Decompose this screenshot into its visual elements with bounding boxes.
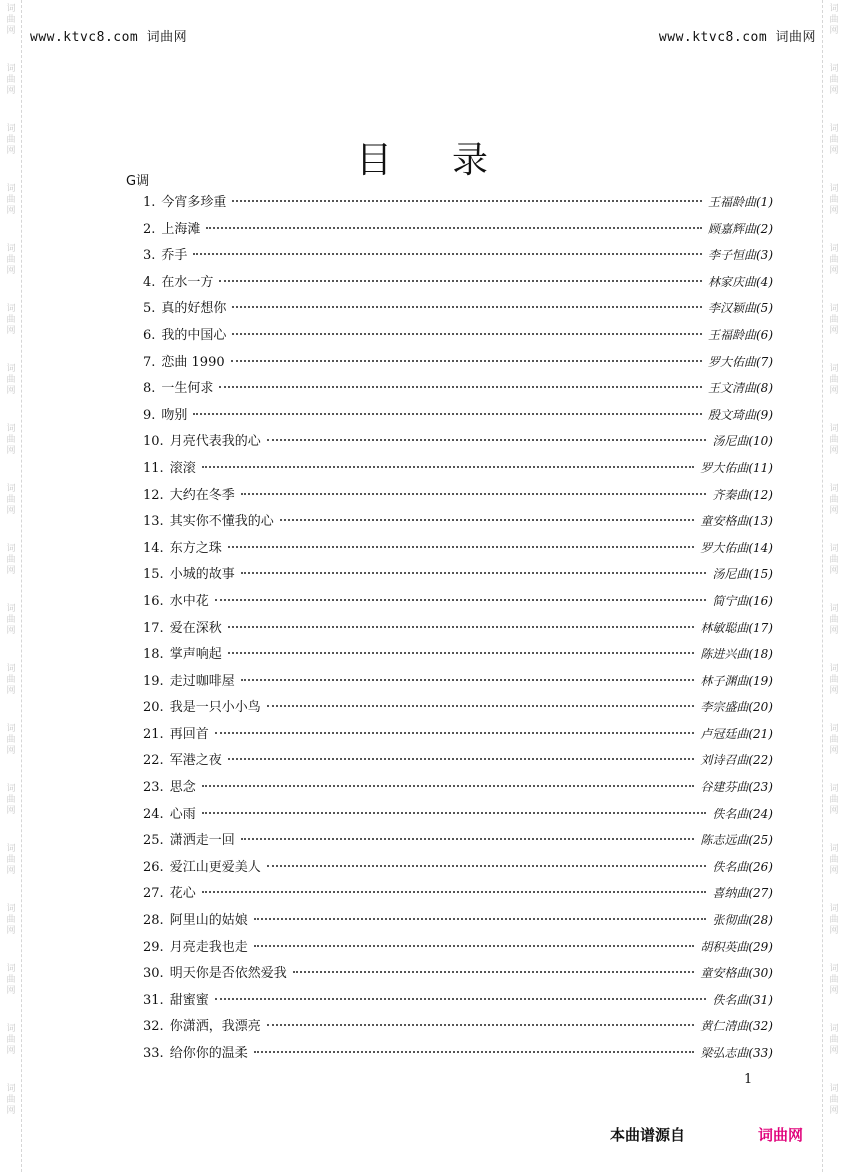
toc-entry-composer: 刘诗召曲(22) — [700, 753, 773, 768]
margin-watermark: 词 曲 网 — [6, 784, 16, 816]
toc-entry-composer: 张彻曲(28) — [712, 913, 773, 928]
toc-entry-number: 16. — [143, 593, 164, 609]
margin-watermark: 词 曲 网 — [6, 184, 16, 216]
toc-entry-composer: 谷建芬曲(23) — [700, 780, 773, 795]
toc-entry[interactable] — [143, 617, 773, 644]
toc-entry-composer: 齐秦曲(12) — [712, 487, 773, 502]
toc-entry-number: 2. — [143, 221, 156, 237]
toc-entry[interactable] — [143, 404, 773, 431]
margin-watermark: 词 曲 网 — [6, 424, 16, 456]
toc-leader-dots — [215, 998, 707, 1000]
toc-entry-composer: 黄仁清曲(32) — [700, 1019, 773, 1034]
toc-leader-dots — [219, 386, 702, 388]
toc-leader-dots — [241, 838, 695, 840]
toc-entry-title: 东方之珠 — [169, 540, 222, 556]
toc-entry-number: 25. — [143, 833, 164, 849]
toc-entry[interactable] — [143, 829, 773, 856]
toc-leader-dots — [254, 918, 707, 920]
toc-entry-title: 花心 — [169, 886, 196, 902]
toc-entry[interactable] — [143, 696, 773, 723]
toc-entry-composer: 佚名曲(26) — [712, 859, 773, 874]
margin-watermark: 词 曲 网 — [829, 664, 839, 696]
margin-watermark: 词 曲 网 — [829, 604, 839, 636]
toc-entry-number: 33. — [143, 1046, 164, 1061]
margin-watermark: 词 曲 网 — [6, 964, 16, 996]
toc-entry-number: 12. — [143, 487, 164, 503]
toc-entry-title: 月亮代表我的心 — [169, 434, 261, 450]
toc-entry-title: 潇洒走一回 — [169, 833, 235, 849]
toc-entry[interactable] — [143, 909, 773, 936]
toc-entry-number: 11. — [143, 460, 164, 476]
toc-entry-number: 3. — [143, 248, 156, 264]
toc-entry[interactable] — [143, 643, 773, 670]
toc-entry[interactable] — [143, 856, 773, 883]
toc-leader-dots — [228, 546, 695, 548]
toc-leader-dots — [280, 519, 695, 521]
toc-entry-number: 10. — [143, 434, 164, 450]
toc-entry-number: 32. — [143, 1019, 164, 1035]
toc-entry-composer: 李宗盛曲(20) — [700, 700, 773, 715]
toc-leader-dots — [215, 732, 695, 734]
toc-leader-dots — [267, 865, 707, 867]
toc-entry-title: 我是一只小小鸟 — [169, 700, 261, 716]
toc-entry-title: 乔手 — [161, 248, 188, 264]
toc-entry-number: 13. — [143, 514, 164, 530]
toc-entry-title: 其实你不懂我的心 — [169, 514, 274, 530]
margin-watermark: 词 曲 网 — [829, 1084, 839, 1116]
toc-entry-number: 8. — [143, 381, 156, 397]
toc-entry-number: 30. — [143, 966, 164, 982]
page-title: 目录 — [355, 140, 548, 181]
toc-entry-composer: 林敏聪曲(17) — [700, 620, 773, 635]
toc-entry[interactable] — [143, 537, 773, 564]
toc-entry-number: 23. — [143, 780, 164, 796]
toc-entry-number: 19. — [143, 673, 164, 689]
margin-watermark: 词 曲 网 — [6, 304, 16, 336]
margin-watermark: 词 曲 网 — [829, 184, 839, 216]
margin-watermark: 词 曲 网 — [6, 4, 16, 36]
toc-entry[interactable] — [143, 749, 773, 776]
toc-entry-title: 阿里山的姑娘 — [169, 913, 248, 929]
page-number: 1 — [744, 1072, 753, 1087]
toc-leader-dots — [254, 945, 695, 947]
toc-entry[interactable] — [143, 962, 773, 989]
toc-entry-number: 24. — [143, 806, 164, 822]
toc-entry-title: 爱江山更爱美人 — [169, 859, 261, 875]
toc-entry-number: 28. — [143, 913, 164, 929]
toc-leader-dots — [228, 758, 695, 760]
toc-entry-title: 恋曲 1990 — [161, 354, 225, 370]
toc-leader-dots — [202, 891, 707, 893]
toc-leader-dots — [231, 360, 702, 362]
toc-entry[interactable] — [143, 297, 773, 324]
toc-leader-dots — [267, 1024, 695, 1026]
margin-watermark: 词 曲 网 — [829, 844, 839, 876]
toc-entry-title: 一生何求 — [161, 381, 214, 397]
toc-entry[interactable] — [143, 457, 773, 484]
toc-entry[interactable] — [143, 324, 773, 351]
toc-leader-dots — [232, 333, 702, 335]
margin-watermark: 词 曲 网 — [829, 544, 839, 576]
toc-entry-title: 水中花 — [169, 593, 209, 609]
toc-entry[interactable] — [143, 244, 773, 271]
toc-entry-composer: 王福龄曲(1) — [708, 195, 773, 209]
toc-entry[interactable] — [143, 1015, 773, 1042]
toc-entry-title: 甜蜜蜜 — [169, 992, 209, 1008]
toc-leader-dots — [202, 466, 695, 468]
toc-entry[interactable] — [143, 351, 773, 378]
toc-entry[interactable] — [143, 1042, 773, 1069]
toc-entry-composer: 罗大佑曲(7) — [708, 354, 773, 369]
footer-brand-link[interactable]: 词曲网 — [758, 1126, 804, 1144]
margin-watermark: 词 曲 网 — [829, 64, 839, 96]
toc-leader-dots — [232, 200, 702, 202]
toc-entry[interactable] — [143, 882, 773, 909]
toc-entry-number: 14. — [143, 540, 164, 556]
toc-entry-number: 18. — [143, 647, 164, 663]
toc-entry-composer: 顾嘉辉曲(2) — [708, 221, 773, 236]
toc-entry-title: 今宵多珍重 — [161, 195, 227, 210]
header-url-right[interactable]: www.ktvc8.com 词曲网 — [658, 30, 816, 45]
toc-entry-number: 21. — [143, 726, 164, 742]
toc-entry[interactable] — [143, 936, 773, 963]
toc-leader-dots — [219, 280, 702, 282]
toc-leader-dots — [228, 626, 695, 628]
toc-entry-title: 你潇洒，我漂亮 — [169, 1019, 261, 1035]
toc-leader-dots — [241, 572, 707, 574]
toc-entry-composer: 王文清曲(8) — [708, 381, 773, 396]
toc-entry-composer: 梁弘志曲(33) — [700, 1046, 773, 1060]
margin-watermark: 词 曲 网 — [829, 484, 839, 516]
toc-entry-composer: 陈志远曲(25) — [700, 833, 773, 848]
toc-entry-title: 我的中国心 — [161, 327, 227, 343]
margin-watermark: 词 曲 网 — [6, 244, 16, 276]
toc-entry-number: 15. — [143, 567, 164, 583]
margin-watermark: 词 曲 网 — [6, 1024, 16, 1056]
section-label-key: G调 — [126, 174, 150, 189]
margin-watermark: 词 曲 网 — [829, 424, 839, 456]
toc-entry-title: 掌声响起 — [169, 647, 222, 663]
toc-entry-composer: 陈进兴曲(18) — [700, 647, 773, 662]
toc-entry-number: 22. — [143, 753, 164, 769]
margin-watermark: 词 曲 网 — [829, 964, 839, 996]
margin-watermark: 词 曲 网 — [6, 364, 16, 396]
toc-leader-dots — [215, 599, 707, 601]
margin-watermark: 词 曲 网 — [6, 664, 16, 696]
toc-entry-composer: 林子渊曲(19) — [700, 673, 773, 688]
toc-leader-dots — [193, 253, 702, 255]
toc-entry-composer: 童安格曲(30) — [700, 966, 773, 981]
toc-entry[interactable] — [143, 510, 773, 537]
toc-leader-dots — [267, 705, 695, 707]
toc-entry-title: 上海滩 — [161, 221, 201, 237]
toc-leader-dots — [193, 413, 702, 415]
toc-entry-title: 在水一方 — [161, 274, 214, 290]
margin-watermark: 词 曲 网 — [829, 304, 839, 336]
margin-watermark: 词 曲 网 — [829, 784, 839, 816]
toc-entry-number: 20. — [143, 700, 164, 716]
margin-watermark: 词 曲 网 — [6, 724, 16, 756]
toc-entry-composer: 汤尼曲(15) — [712, 567, 773, 582]
toc-leader-dots — [293, 971, 695, 973]
margin-watermark: 词 曲 网 — [6, 64, 16, 96]
toc-entry-number: 9. — [143, 407, 156, 423]
margin-watermark: 词 曲 网 — [829, 244, 839, 276]
toc-entry[interactable] — [143, 271, 773, 298]
toc-entry-title: 月亮走我也走 — [169, 939, 248, 955]
toc-entry[interactable] — [143, 191, 773, 218]
toc-entry-title: 思念 — [169, 780, 196, 796]
toc-entry[interactable] — [143, 803, 773, 830]
toc-entry-title: 大约在冬季 — [169, 487, 235, 503]
toc-leader-dots — [228, 652, 695, 654]
toc-leader-dots — [206, 227, 702, 229]
margin-watermark: 词 曲 网 — [829, 904, 839, 936]
toc-entry-composer: 佚名曲(24) — [712, 806, 773, 821]
toc-leader-dots — [232, 306, 702, 308]
toc-entry-title: 心雨 — [169, 806, 196, 822]
table-of-contents — [143, 191, 773, 1069]
margin-watermark: 词 曲 网 — [829, 364, 839, 396]
toc-leader-dots — [202, 812, 707, 814]
toc-entry[interactable] — [143, 723, 773, 750]
margin-watermark: 词 曲 网 — [6, 484, 16, 516]
toc-leader-dots — [202, 785, 695, 787]
toc-entry-composer: 殷文琦曲(9) — [708, 407, 773, 422]
toc-entry-number: 29. — [143, 939, 164, 955]
toc-entry-number: 6. — [143, 327, 156, 343]
toc-entry[interactable] — [143, 590, 773, 617]
toc-entry[interactable] — [143, 218, 773, 245]
margin-watermark: 词 曲 网 — [6, 544, 16, 576]
toc-entry-title: 小城的故事 — [169, 567, 235, 583]
toc-leader-dots — [241, 679, 695, 681]
toc-entry-composer: 喜纳曲(27) — [712, 886, 773, 901]
margin-watermark: 词 曲 网 — [829, 4, 839, 36]
toc-entry-composer: 汤尼曲(10) — [712, 434, 773, 449]
toc-entry-composer: 卢冠廷曲(21) — [700, 726, 773, 741]
toc-entry[interactable] — [143, 430, 773, 457]
toc-entry-title: 明天你是否依然爱我 — [169, 966, 287, 982]
toc-entry[interactable] — [143, 776, 773, 803]
toc-entry-number: 1. — [143, 195, 156, 210]
header-url-left[interactable]: www.ktvc8.com 词曲网 — [30, 30, 188, 45]
toc-entry-number: 26. — [143, 859, 164, 875]
margin-watermark: 词 曲 网 — [6, 904, 16, 936]
toc-entry-composer: 童安格曲(13) — [700, 514, 773, 529]
toc-leader-dots — [267, 439, 707, 441]
toc-entry-composer: 罗大佑曲(14) — [700, 540, 773, 555]
toc-entry-title: 滚滚 — [169, 460, 196, 476]
toc-entry-composer: 李汉颖曲(5) — [708, 301, 773, 316]
toc-entry-composer: 简宁曲(16) — [712, 593, 773, 608]
toc-entry-composer: 李子恒曲(3) — [708, 248, 773, 263]
toc-entry-number: 17. — [143, 620, 164, 636]
margin-watermark: 词 曲 网 — [6, 604, 16, 636]
toc-leader-dots — [241, 493, 707, 495]
toc-entry-title: 给你你的温柔 — [169, 1046, 248, 1061]
toc-entry[interactable] — [143, 377, 773, 404]
margin-watermark: 词 曲 网 — [6, 1084, 16, 1116]
toc-entry-composer: 罗大佑曲(11) — [700, 460, 773, 475]
toc-entry-number: 31. — [143, 992, 164, 1008]
toc-entry[interactable] — [143, 670, 773, 697]
margin-watermark: 词 曲 网 — [6, 124, 16, 156]
toc-entry-title: 走过咖啡屋 — [169, 673, 235, 689]
toc-entry[interactable] — [143, 563, 773, 590]
margin-watermark: 词 曲 网 — [829, 124, 839, 156]
toc-entry-composer: 佚名曲(31) — [712, 992, 773, 1007]
toc-entry-number: 5. — [143, 301, 156, 317]
toc-entry-number: 27. — [143, 886, 164, 902]
toc-entry-composer: 胡积英曲(29) — [700, 939, 773, 954]
margin-watermark: 词 曲 网 — [6, 844, 16, 876]
toc-entry-title: 吻别 — [161, 407, 188, 423]
toc-entry-composer: 王福龄曲(6) — [708, 327, 773, 342]
margin-watermark: 词 曲 网 — [829, 724, 839, 756]
margin-watermark: 词 曲 网 — [829, 1024, 839, 1056]
toc-entry-number: 4. — [143, 274, 156, 290]
toc-entry-composer: 林家庆曲(4) — [708, 274, 773, 289]
toc-entry[interactable] — [143, 484, 773, 511]
toc-entry-number: 7. — [143, 354, 156, 370]
toc-entry-title: 再回首 — [169, 726, 209, 742]
toc-entry-title: 真的好想你 — [161, 301, 227, 317]
toc-entry-title: 军港之夜 — [169, 753, 222, 769]
toc-entry[interactable] — [143, 989, 773, 1016]
footer-source-text: 本曲谱源自 — [610, 1126, 686, 1144]
toc-entry-title: 爱在深秋 — [169, 620, 222, 636]
toc-leader-dots — [254, 1051, 695, 1053]
